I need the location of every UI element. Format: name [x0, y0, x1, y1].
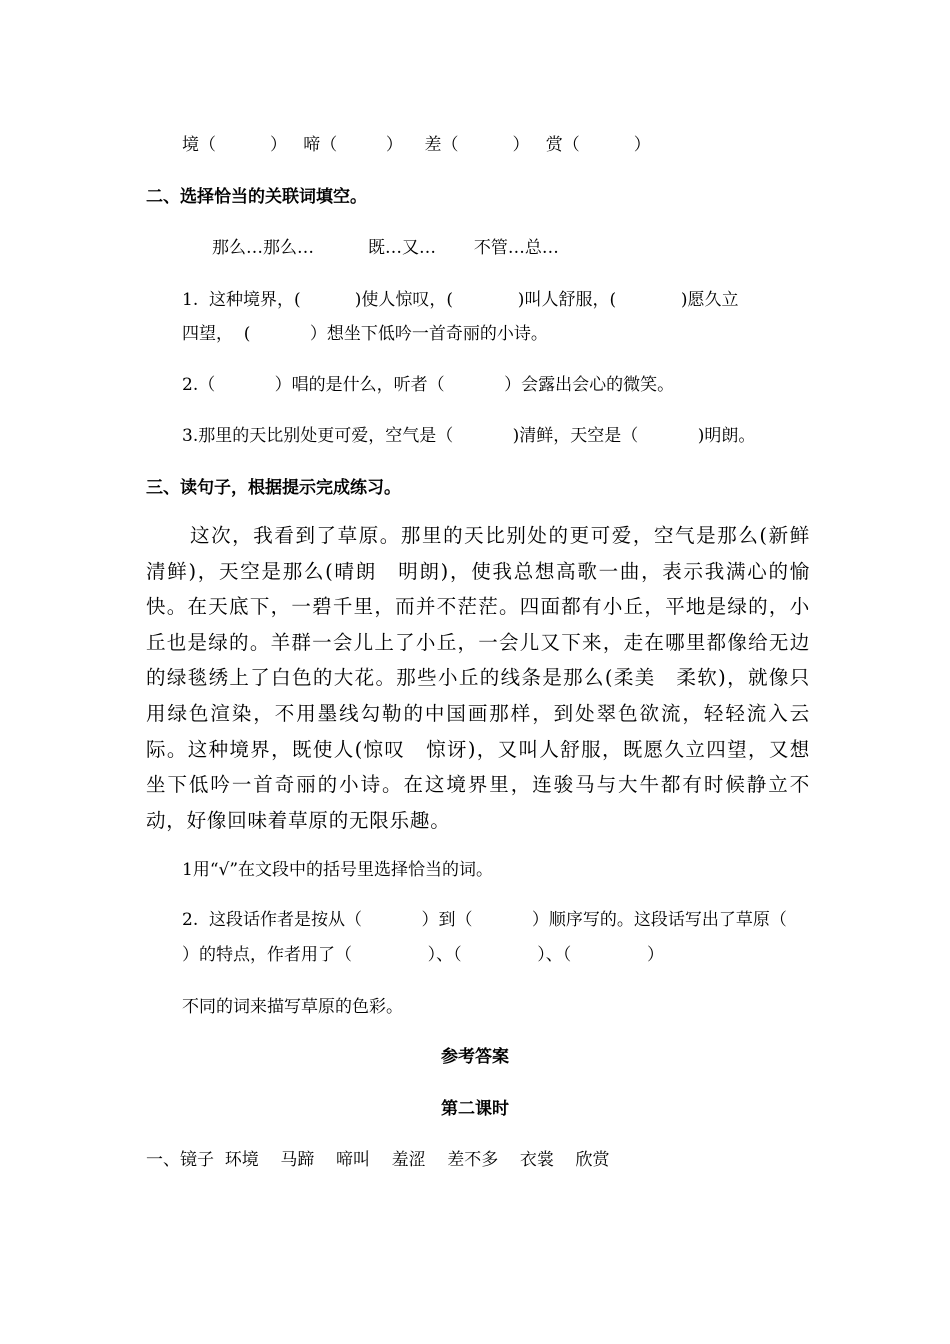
conjunction-options: 那么…那么… 既…又… 不管…总…	[212, 238, 559, 258]
answers-title: 参考答案	[441, 1047, 509, 1067]
answers-line-1: 一、镜子 环境 马蹄 啼叫 羞涩 差不多 衣裳 欣赏	[146, 1150, 610, 1170]
answers-subtitle: 第二课时	[441, 1099, 509, 1119]
section2-heading: 二、选择恰当的关联词填空。	[146, 187, 367, 207]
question-2: 2.（ ）唱的是什么，听者（ ）会露出会心的微笑。	[182, 375, 675, 395]
reading-passage: 这次，我看到了草原。那里的天比别处的更可爱，空气是那么(新鲜 清鲜)，天空是那么(晴朗 明朗)，使我总想高歌一曲，表示我满心的愉快。在天底下，一碧千里，而并不茫茫。四面都有小丘，平地是绿的，小丘也是绿的。羊群一会儿上了小丘，一会儿又下来，走在哪里都像给无边的绿毯绣上了白色的大花。那些小丘的线条是那么(柔美 柔软)，就像只用绿色渲染，不用墨线勾勒的中国画那样，到处翠色欲流，轻轻流入云际。这种境界，既使人(惊叹 惊讶)，又叫人舒服，既愿久立四望，又想坐下低吟一首奇丽的小诗。在这境界里，连骏马与大牛都有时候静立不动，好像回味着草原的无限乐趣。	[146, 524, 831, 832]
question-1-line-2: 四望， ( ）想坐下低吟一首奇丽的小诗。	[182, 324, 548, 344]
section3-heading: 三、读句子，根据提示完成练习。	[146, 478, 401, 498]
section1-tail: 境（ ） 啼（ ） 差（ ） 赏（ ）	[182, 135, 651, 155]
task-2-line-1: 2. 这段话作者是按从（ ）到（ ）顺序写的。这段话写出了草原（	[182, 910, 787, 930]
task-1: 1用“√”在文段中的括号里选择恰当的词。	[182, 860, 494, 880]
task-2-line-3: 不同的词来描写草原的色彩。	[182, 997, 403, 1017]
task-2-line-2: ）的特点，作者用了（ ）、（ ）、（ ）	[182, 945, 664, 965]
question-3: 3.那里的天比别处更可爱，空气是（ )清鲜，天空是（ )明朗。	[182, 426, 756, 446]
question-1-line-1: 1. 这种境界，( )使人惊叹，( )叫人舒服，( )愿久立	[182, 290, 739, 310]
